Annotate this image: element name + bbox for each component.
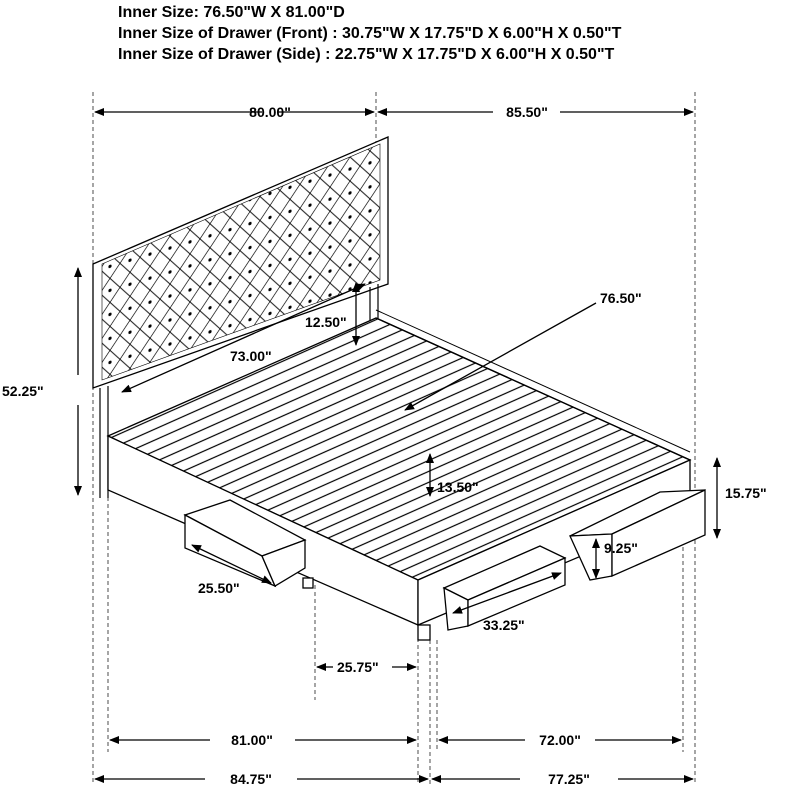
dim-headboard-width: 73.00" [230,348,272,364]
drawer-side-size-line: Inner Size of Drawer (Side) : 22.75"W X 17.75"D X 6.00"H X 0.50"T [118,46,615,63]
leg-foot-left [418,625,430,640]
dim-drawer-height-right: 15.75" [725,485,767,501]
dim-total-height: 52.25" [2,383,44,399]
drawer-front-size-line: Inner Size of Drawer (Front) : 30.75"W X 17.75"D X 6.00"H X 0.50"T [118,25,622,42]
dim-drawer-left-width: 25.50" [198,580,240,596]
dim-frame-height: 13.50" [437,479,479,495]
dim-inner-width: 76.50" [600,290,642,306]
dim-headboard-panel-height: 12.50" [305,314,347,330]
dim-overall-side: 77.25" [548,771,590,787]
dim-leg-spacing: 25.75" [337,659,379,675]
dim-overall-length: 84.75" [230,771,272,787]
dim-top-left-width: 80.00" [249,104,291,120]
dim-top-right-depth: 85.50" [506,104,548,120]
dim-drawer-front-width: 33.25" [483,617,525,633]
leg-side [303,578,313,588]
dim-inner-length: 81.00" [231,732,273,748]
inner-size-line: Inner Size: 76.50"W X 81.00"D [118,4,345,21]
dim-inner-side: 72.00" [539,732,581,748]
dim-drawer-depth-right: 9.25" [604,540,638,556]
